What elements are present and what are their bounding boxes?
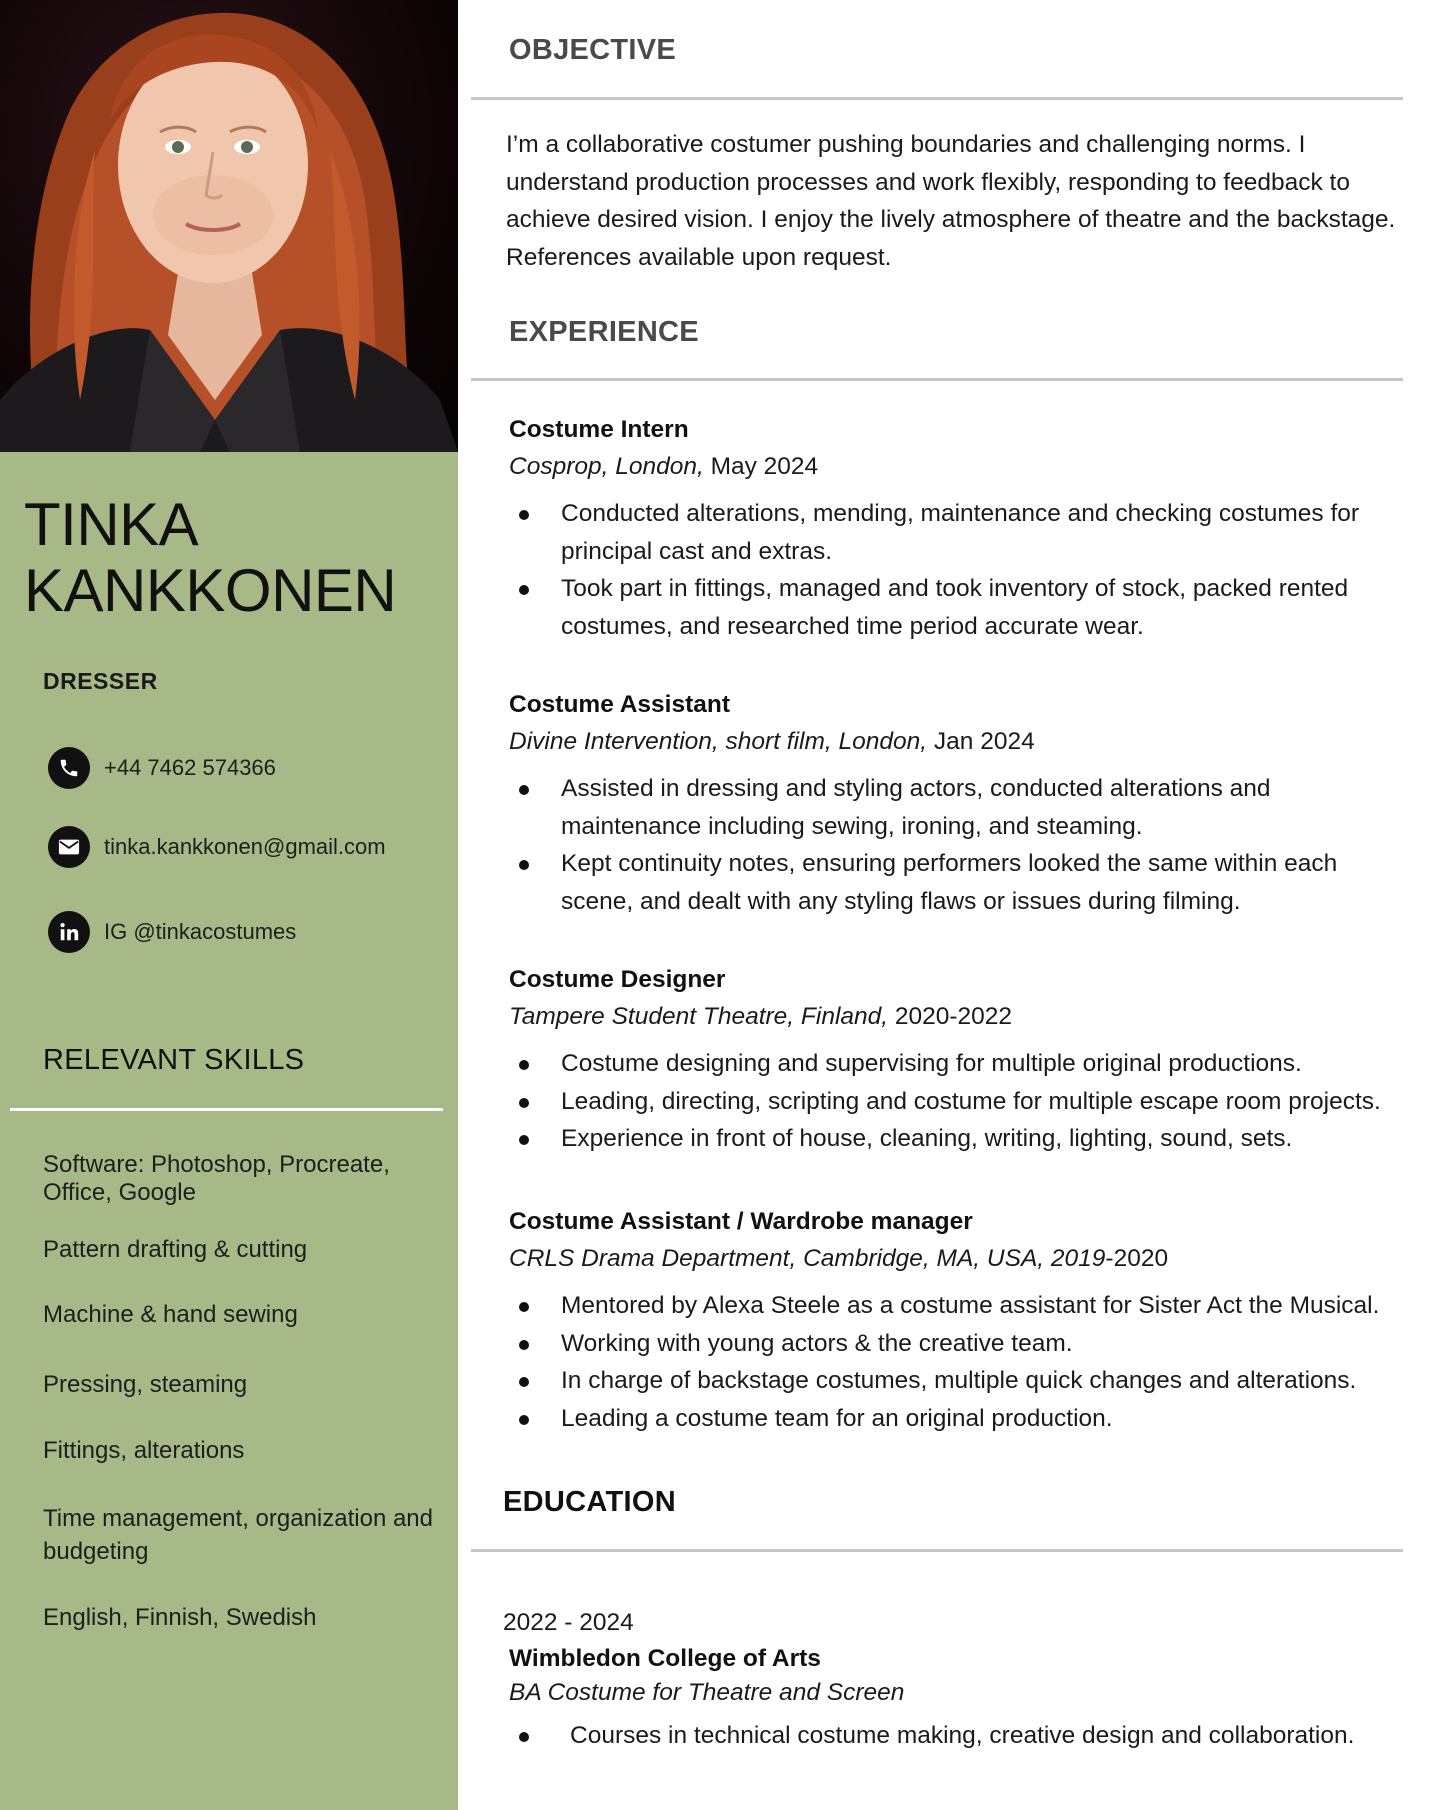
last-name: KANKKONEN bbox=[24, 557, 397, 624]
contact-email[interactable] bbox=[48, 826, 386, 868]
skill-item: Pressing, steaming bbox=[43, 1371, 248, 1398]
contact-phone-text: +44 7462 574366 bbox=[104, 755, 276, 780]
skill-item: Machine & hand sewing bbox=[43, 1301, 298, 1328]
job-title: Costume Intern bbox=[509, 416, 689, 443]
contact-social[interactable] bbox=[48, 911, 296, 953]
job-bullets bbox=[509, 1045, 1409, 1158]
education-entry bbox=[503, 1607, 1409, 1755]
linkedin-icon bbox=[48, 911, 90, 953]
job-role: DRESSER bbox=[43, 668, 158, 694]
education-school: Wimbledon College of Arts bbox=[509, 1645, 821, 1672]
education-degree-row bbox=[509, 1677, 1409, 1709]
skills-divider bbox=[10, 1108, 443, 1111]
list-item: Kept continuity notes, ensuring performers looked the same within each scene, and dealt with any styling flaws or issues during filming. bbox=[509, 845, 1409, 920]
education-divider bbox=[471, 1549, 1403, 1552]
skill-item: Time management, organization and budgeting bbox=[43, 1505, 433, 1565]
list-item: Costume designing and supervising for multiple original productions. bbox=[509, 1045, 1409, 1083]
job-company: Tampere Student Theatre, Finland, bbox=[509, 1003, 889, 1030]
contact-social-text: IG @tinkacostumes bbox=[104, 919, 297, 944]
job-entry bbox=[509, 689, 1409, 920]
education-heading: EDUCATION bbox=[503, 1486, 676, 1518]
skill-item: English, Finnish, Swedish bbox=[43, 1604, 317, 1631]
job-date: Jan 2024 bbox=[927, 728, 1035, 755]
list-item: Leading, directing, scripting and costume for multiple escape room projects. bbox=[509, 1083, 1409, 1121]
education-bullets bbox=[509, 1717, 1409, 1755]
email-icon bbox=[48, 826, 90, 868]
contact-phone[interactable] bbox=[48, 747, 276, 789]
list-item: Assisted in dressing and styling actors, conducted alterations and maintenance including sewing, ironing, and steaming. bbox=[509, 770, 1409, 845]
skills-heading: RELEVANT SKILLS bbox=[43, 1044, 305, 1076]
experience-heading: EXPERIENCE bbox=[509, 316, 699, 348]
list-item: In charge of backstage costumes, multiple quick changes and alterations. bbox=[509, 1362, 1409, 1400]
job-date: -2020 bbox=[1105, 1245, 1169, 1272]
list-item: Working with young actors & the creative team. bbox=[509, 1325, 1409, 1363]
list-item: Courses in technical costume making, creative design and collaboration. bbox=[509, 1717, 1409, 1755]
experience-divider bbox=[471, 378, 1403, 381]
job-org bbox=[509, 1243, 1409, 1275]
list-item: Experience in front of house, cleaning, writing, lighting, sound, sets. bbox=[509, 1120, 1409, 1158]
objective-text: I’m a collaborative costumer pushing boundaries and challenging norms. I understand production processes and work flexibly, responding to feedback to achieve desired vision. I enjoy the lively atmosphere of theatre and the backstage. References available upon request. bbox=[506, 131, 1396, 271]
job-org bbox=[509, 1001, 1409, 1033]
job-date: 2020-2022 bbox=[888, 1003, 1013, 1030]
job-org bbox=[509, 451, 1409, 483]
education-years: 2022 - 2024 bbox=[503, 1609, 634, 1636]
objective-divider bbox=[471, 97, 1403, 100]
job-company: Divine Intervention, short film, London, bbox=[509, 728, 928, 755]
first-name: TINKA bbox=[24, 491, 199, 558]
phone-icon bbox=[48, 747, 90, 789]
job-bullets bbox=[509, 495, 1409, 645]
portrait-illustration bbox=[0, 0, 458, 452]
list-item: Took part in fittings, managed and took inventory of stock, packed rented costumes, and researched time period accurate wear. bbox=[509, 570, 1409, 645]
job-org bbox=[509, 726, 1409, 758]
education-degree: BA Costume for Theatre and Screen bbox=[509, 1679, 905, 1706]
job-company: CRLS Drama Department, Cambridge, MA, USA, 2019 bbox=[509, 1245, 1106, 1272]
job-date: May 2024 bbox=[703, 453, 819, 480]
skill-item: Fittings, alterations bbox=[43, 1437, 245, 1464]
job-entry bbox=[509, 414, 1409, 645]
candidate-name bbox=[24, 492, 444, 624]
profile-photo bbox=[0, 0, 458, 452]
skill-item: Pattern drafting & cutting bbox=[43, 1236, 308, 1263]
list-item: Leading a costume team for an original production. bbox=[509, 1400, 1409, 1438]
list-item: Conducted alterations, mending, maintenance and checking costumes for principal cast and extras. bbox=[509, 495, 1409, 570]
job-title: Costume Designer bbox=[509, 966, 726, 993]
job-entry bbox=[509, 964, 1409, 1158]
list-item: Mentored by Alexa Steele as a costume assistant for Sister Act the Musical. bbox=[509, 1287, 1409, 1325]
job-entry bbox=[509, 1206, 1409, 1437]
job-bullets bbox=[509, 770, 1409, 920]
job-bullets bbox=[509, 1287, 1409, 1437]
objective-heading: OBJECTIVE bbox=[509, 34, 677, 66]
job-title: Costume Assistant bbox=[509, 691, 731, 718]
skill-item: Software: Photoshop, Procreate, Office, Google bbox=[43, 1151, 390, 1206]
job-company: Cosprop, London, bbox=[509, 453, 704, 480]
contact-email-text: tinka.kankkonen@gmail.com bbox=[104, 834, 386, 859]
job-title: Costume Assistant / Wardrobe manager bbox=[509, 1208, 973, 1235]
